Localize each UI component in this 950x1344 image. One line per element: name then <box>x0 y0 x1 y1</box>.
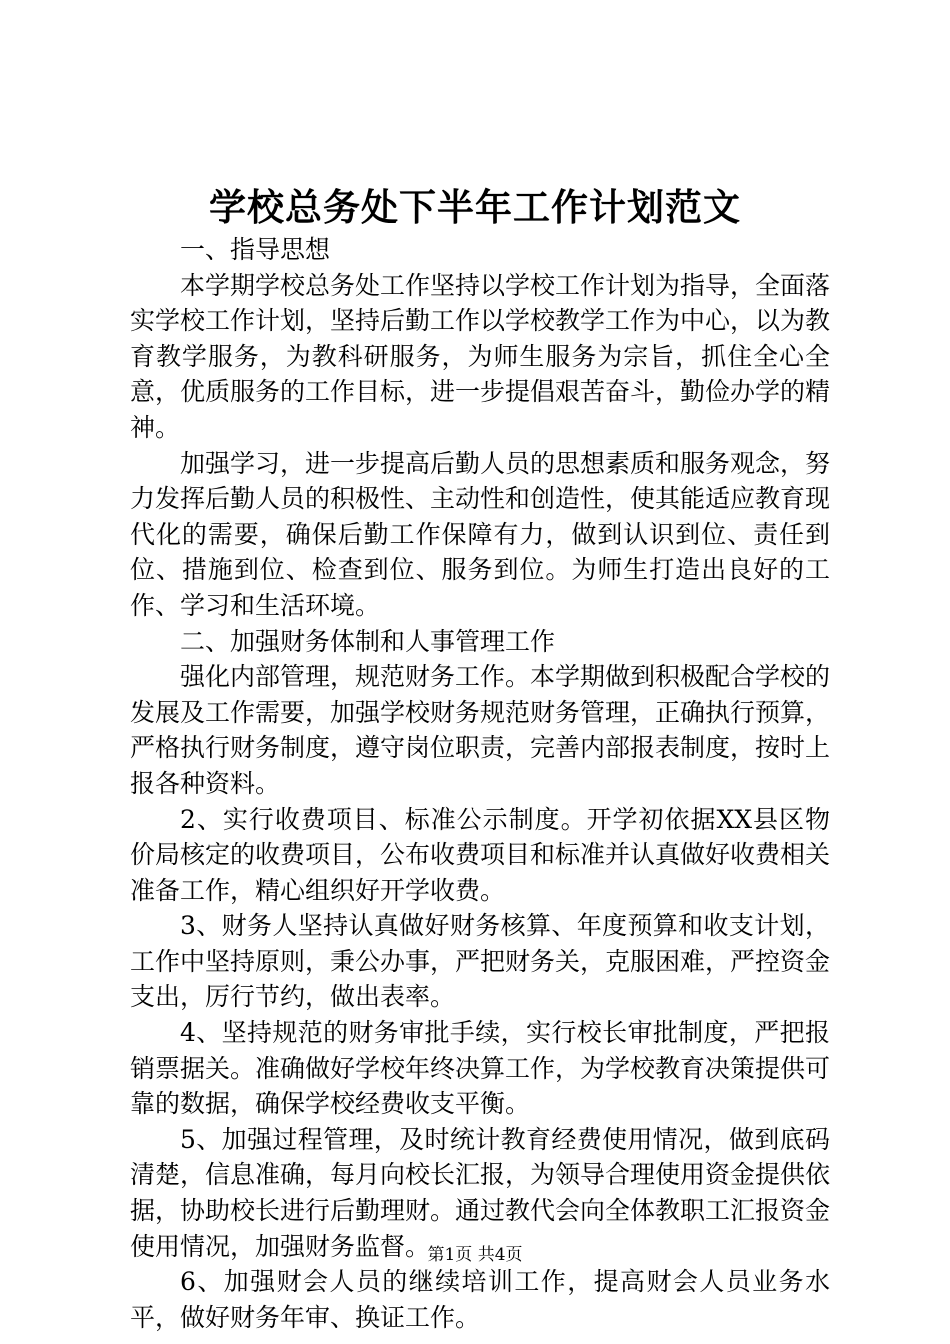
list-item: 2、实行收费项目、标准公示制度。开学初依据XX县区物价局核定的收费项目，公布收费项目和标准并认真做好收费相关准备工作，精心组织好开学收费。 <box>130 804 831 905</box>
list-item: 4、坚持规范的财务审批手续，实行校长审批制度，严把报销票据关。准确做好学校年终决算工作，为学校教育决策提供可靠的数据，确保学校经费收支平衡。 <box>130 1018 831 1119</box>
page-number: 第1页 共4页 <box>427 1245 523 1265</box>
document-body <box>130 232 830 1335</box>
list-item: 5、加强过程管理，及时统计教育经费使用情况，做到底码清楚，信息准确，每月向校长汇报，为领导合理使用资金提供依据，协助校长进行后勤理财。通过教代会向全体教职工汇报资金使用情况，加强财务监督。 <box>130 1124 831 1261</box>
section-heading-guiding-ideology: 一、指导思想 <box>180 235 331 264</box>
paragraph: 加强学习，进一步提高后勤人员的思想素质和服务观念，努力发挥后勤人员的积极性、主动性和创造性，使其能适应教育现代化的需要，确保后勤工作保障有力，做到认识到位、责任到位、措施到位、检查到位、服务到位。为师生打造出良好的工作、学习和生活环境。 <box>130 448 831 620</box>
list-item: 6、加强财会人员的继续培训工作，提高财会人员业务水平，做好财务年审、换证工作。 <box>130 1267 830 1332</box>
list-item: 3、财务人坚持认真做好财务核算、年度预算和收支计划，工作中坚持原则，秉公办事，严把财务关，克服困难，严控资金支出，厉行节约，做出表率。 <box>130 911 831 1012</box>
document-title: 学校总务处下半年工作计划范文 <box>209 185 741 229</box>
paragraph: 本学期学校总务处工作坚持以学校工作计划为指导，全面落实学校工作计划，坚持后勤工作以学校教学工作为中心，以为教育教学服务，为教科研服务，为师生服务为宗旨，抓住全心全意，优质服务的工作目标，进一步提倡艰苦奋斗，勤俭办学的精神。 <box>130 270 831 442</box>
paragraph: 强化内部管理，规范财务工作。本学期做到积极配合学校的发展及工作需要，加强学校财务规范财务管理，正确执行预算，严格执行财务制度，遵守岗位职责，完善内部报表制度，按时上报各种资料。 <box>130 662 831 798</box>
section-heading-finance-management: 二、加强财务体制和人事管理工作 <box>180 626 556 656</box>
